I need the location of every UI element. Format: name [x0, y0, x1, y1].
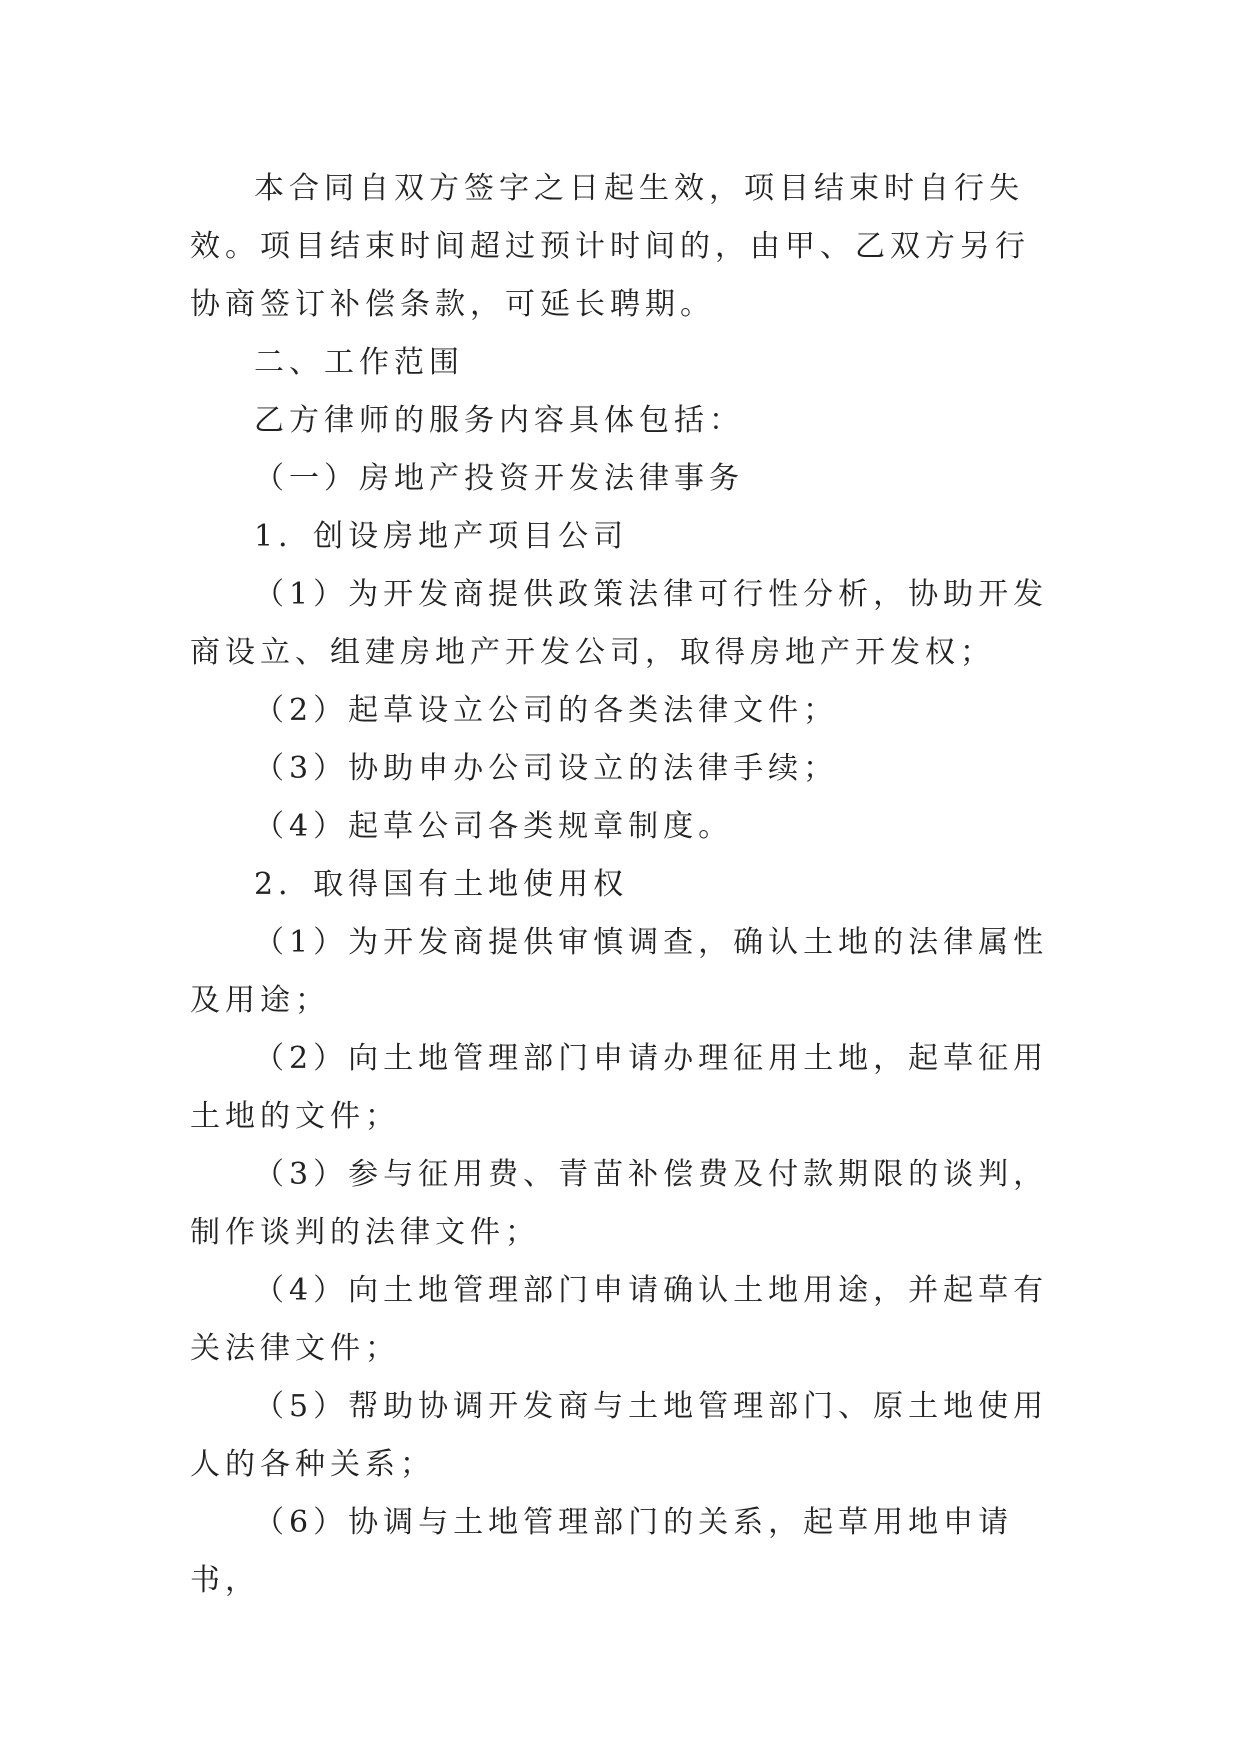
list-item: （5）帮助协调开发商与土地管理部门、原土地使用人的各种关系；	[190, 1389, 1049, 1482]
heading-land-use-rights: 2．取得国有土地使用权	[254, 867, 629, 902]
heading-work-scope: 二、工作范围	[254, 345, 464, 380]
paragraph-service-intro: 乙方律师的服务内容具体包括：	[254, 403, 744, 438]
paragraph-contract-effective: 本合同自双方签字之日起生效，项目结束时自行失效。项目结束时间超过预计时间的，由甲、乙双方另行协商签订补偿条款，可延长聘期。	[190, 171, 1030, 322]
list-item: （4）起草公司各类规章制度。	[254, 809, 734, 844]
list-item: （6）协调与土地管理部门的关系，起草用地申请书，	[190, 1505, 1014, 1598]
heading-real-estate-affairs: （一）房地产投资开发法律事务	[254, 461, 744, 496]
list-item: （2）向土地管理部门申请办理征用土地，起草征用土地的文件；	[190, 1041, 1049, 1134]
list-item: （1）为开发商提供政策法律可行性分析，协助开发商设立、组建房地产开发公司，取得房地产开发权；	[190, 577, 1049, 670]
list-item: （4）向土地管理部门申请确认土地用途，并起草有关法律文件；	[190, 1273, 1049, 1366]
list-item: （2）起草设立公司的各类法律文件；	[254, 693, 839, 728]
heading-create-company: 1．创设房地产项目公司	[254, 519, 629, 554]
list-item: （3）参与征用费、青苗补偿费及付款期限的谈判，制作谈判的法律文件；	[190, 1157, 1049, 1250]
list-item: （3）协助申办公司设立的法律手续；	[254, 751, 839, 786]
list-item: （1）为开发商提供审慎调查，确认土地的法律属性及用途；	[190, 925, 1049, 1018]
document-body	[190, 160, 1060, 1610]
